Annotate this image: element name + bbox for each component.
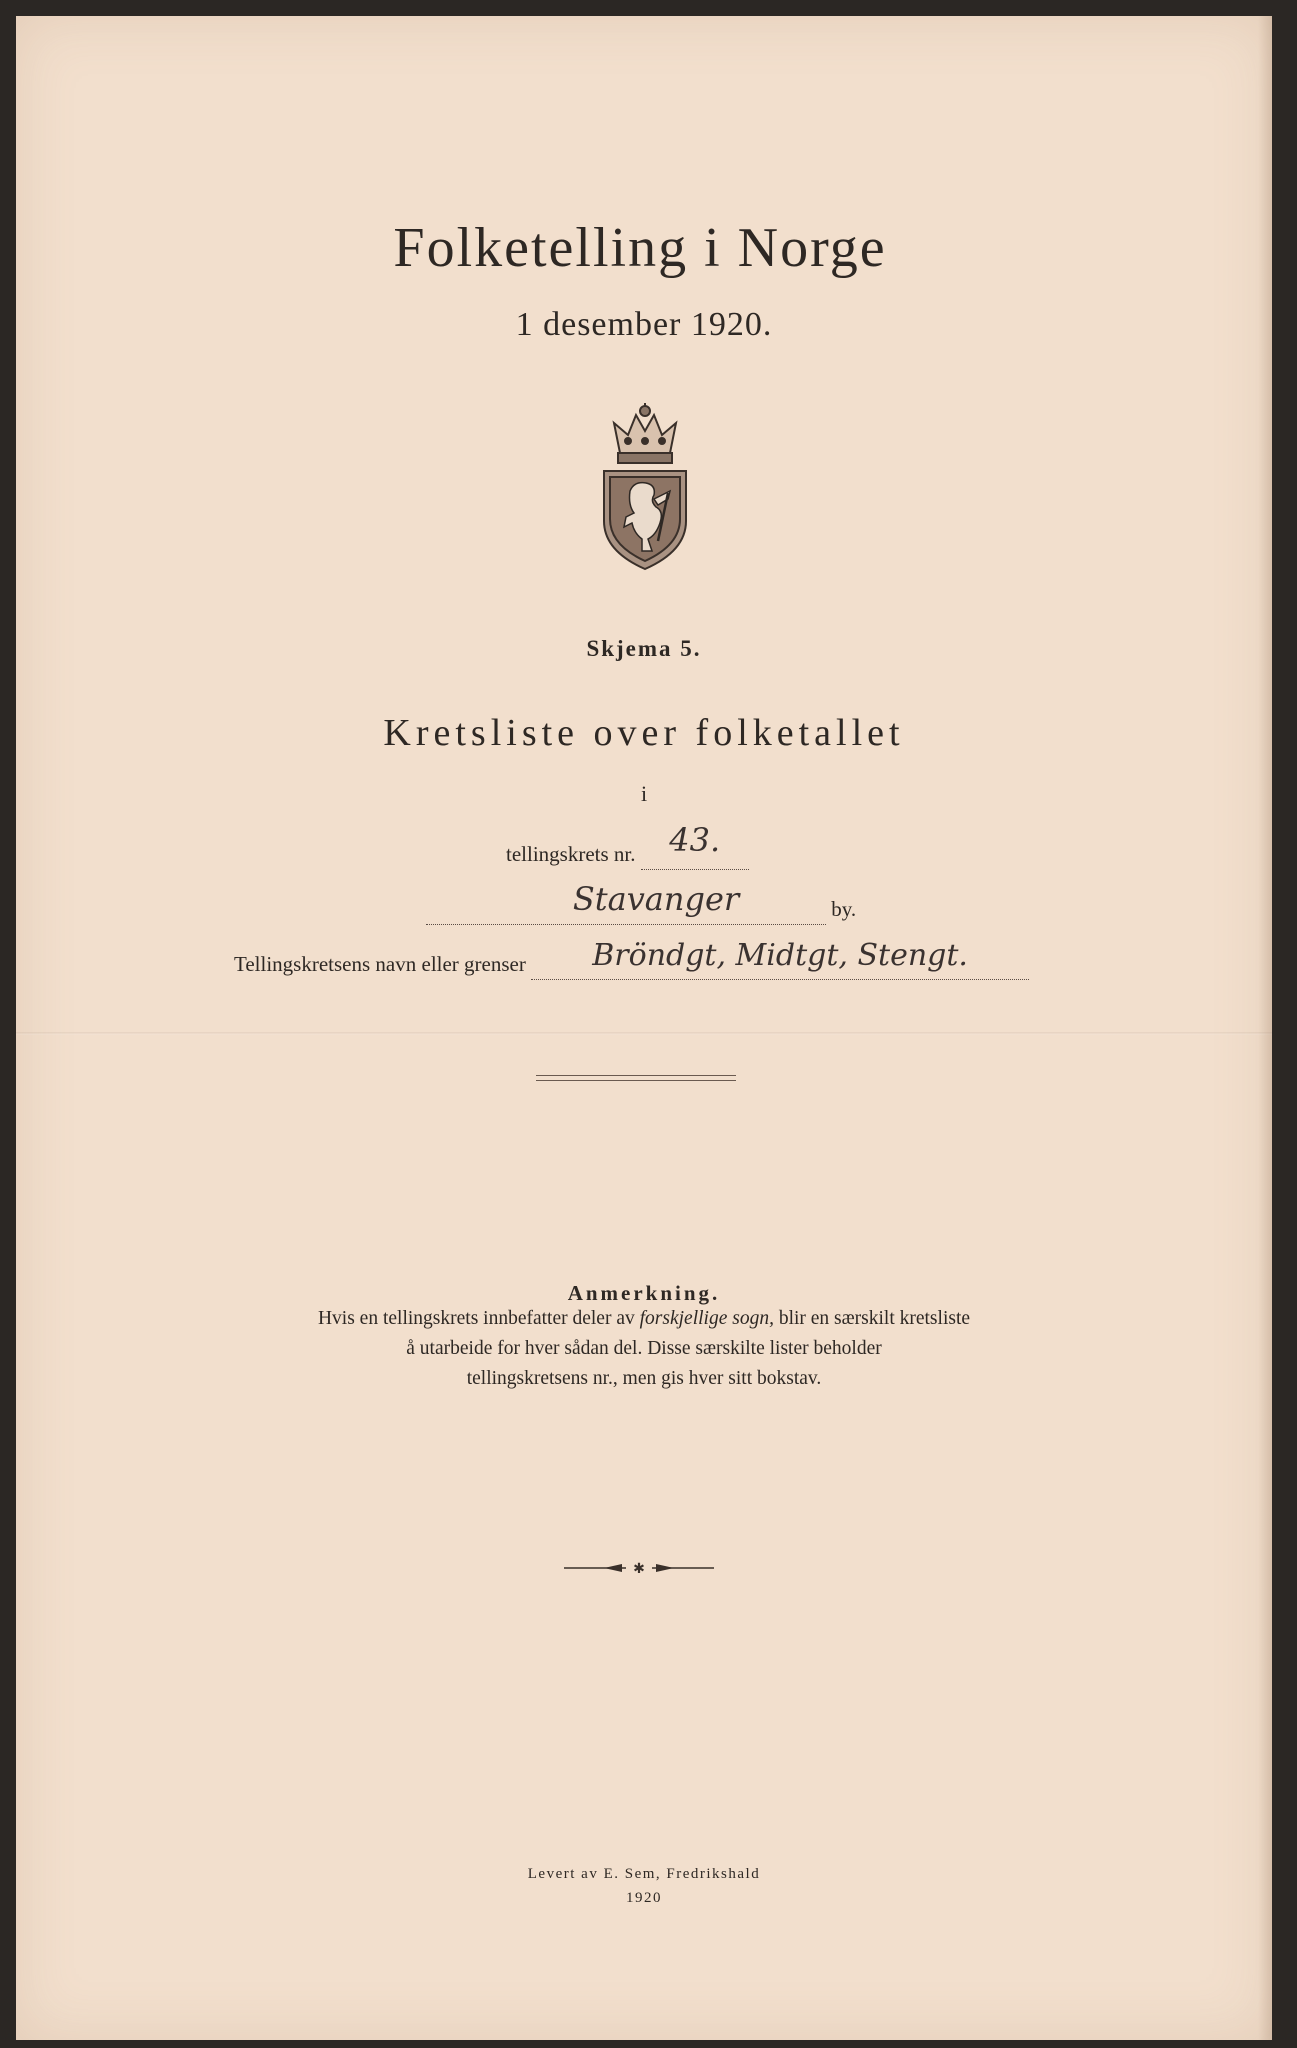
boundaries-value: Bröndgt, Midtgt, Stengt.: [592, 938, 968, 973]
form-heading: Kretsliste over folketallet: [383, 712, 905, 754]
district-number-value: 43.: [669, 821, 721, 859]
section-divider: [536, 1075, 736, 1081]
city-suffix: by.: [831, 897, 857, 921]
boundaries-row: [234, 938, 1029, 980]
page-fold: [16, 1032, 1272, 1035]
boundaries-field[interactable]: [531, 938, 1029, 980]
city-field[interactable]: [426, 880, 826, 925]
note-italic-text: forskjellige sogn,: [639, 1308, 774, 1329]
coat-of-arms-icon: [598, 401, 692, 571]
district-number-field[interactable]: [641, 821, 749, 870]
schema-number: Skjema 5.: [586, 636, 702, 661]
city-value: Stavanger: [572, 880, 740, 918]
district-number-label: tellingskrets nr.: [506, 842, 636, 866]
note-title: Anmerkning.: [567, 1281, 721, 1305]
printer-credit: Levert av E. Sem, Fredrikshald: [527, 1866, 761, 1882]
page-title: Folketelling i Norge: [393, 217, 887, 279]
note-line-1: [16, 1308, 1272, 1330]
district-number-row: [506, 821, 749, 870]
svg-text:✱: ✱: [633, 1561, 645, 1575]
printer-year: 1920: [626, 1890, 662, 1906]
connector-text: i: [640, 781, 648, 806]
city-row: [426, 880, 857, 925]
ornament-divider-icon: [564, 1561, 714, 1575]
note-line-3: tellingskretsens nr., men gis hver sitt bokstav.: [466, 1368, 822, 1389]
note-line-2: å utarbeide for hver sådan del. Disse særskilte lister beholder: [406, 1338, 882, 1359]
boundaries-label: Tellingskretsens navn eller grenser: [234, 952, 526, 976]
census-date: 1 desember 1920.: [515, 306, 773, 343]
note-text: blir en særskilt kretsliste: [773, 1308, 971, 1329]
note-text: Hvis en tellingskrets innbefatter deler av: [317, 1308, 640, 1329]
document-page: [16, 16, 1272, 2040]
